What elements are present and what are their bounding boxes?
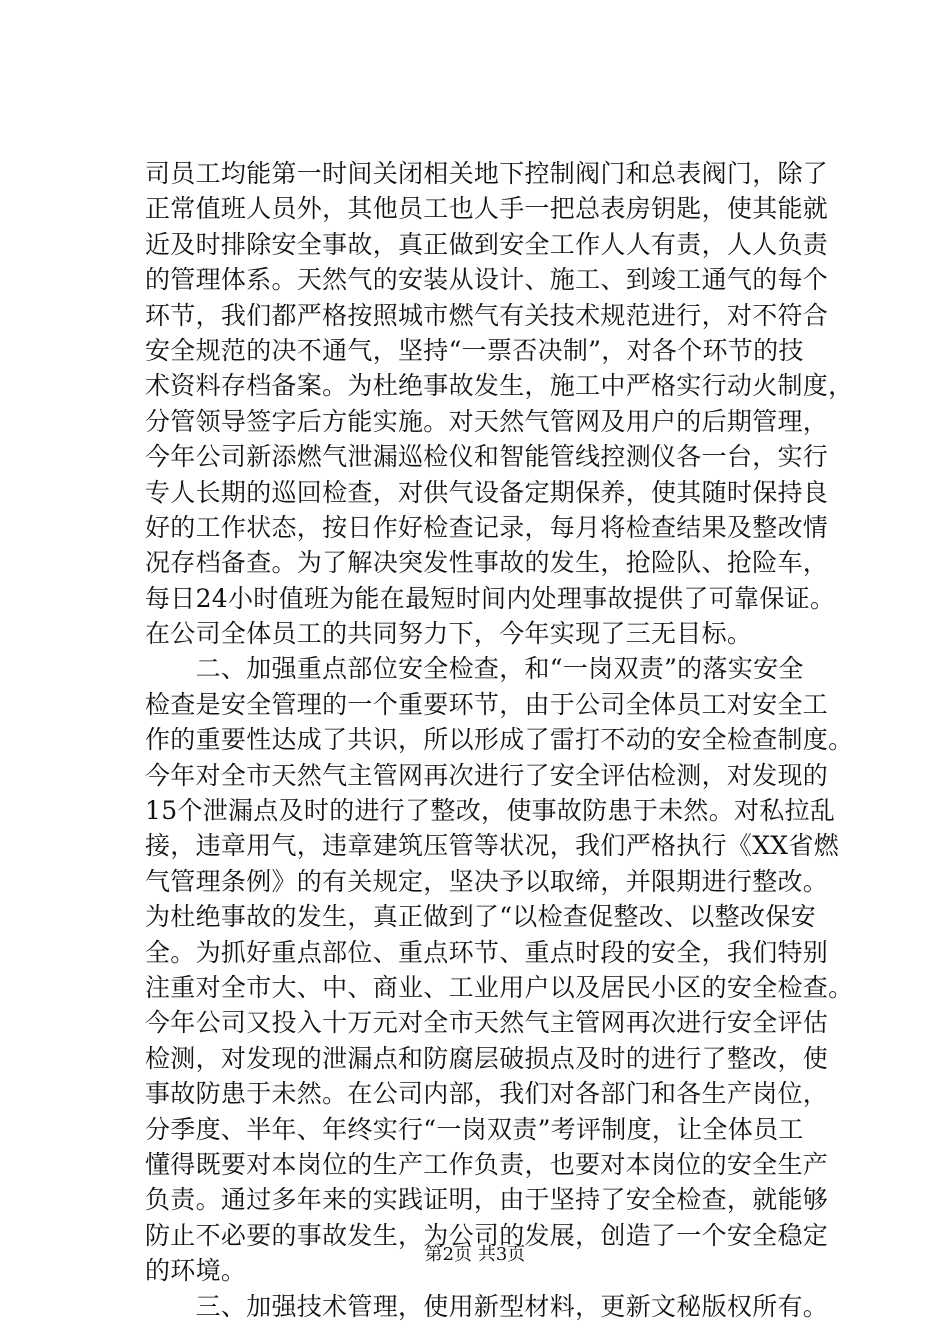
text-line: 作的重要性达成了共识，所以形成了雷打不动的安全检查制度。: [145, 725, 854, 755]
text-line: 司员工均能第一时间关闭相关地下控制阀门和总表阀门，除了: [145, 159, 829, 188]
text-line: 今年公司新添燃气泄漏巡检仪和智能管线控测仪各一台，实行: [145, 442, 829, 472]
text-line: 专人长期的巡回检查，对供气设备定期保养，使其随时保持良: [145, 477, 829, 507]
text-line: 注重对全市大、中、商业、工业用户以及居民小区的安全检查。: [145, 972, 854, 1002]
text-line: 检查是安全管理的一个重要环节，由于公司全体员工对安全工: [145, 689, 829, 719]
text-line: 好的工作状态，按日作好检查记录，每月将检查结果及整改情: [145, 512, 829, 542]
text-line: 近及时排除安全事故，真正做到安全工作人人有责，人人负责: [145, 229, 829, 259]
page-footer: 第2页 共3页: [424, 1244, 526, 1265]
text-line: 懂得既要对本岗位的生产工作负责，也要对本岗位的安全生产: [145, 1149, 829, 1179]
text-line: 检测，对发现的泄漏点和防腐层破损点及时的进行了整改，使: [145, 1043, 829, 1073]
text-line: 分季度、半年、年终实行“一岗双责”考评制度，让全体员工: [145, 1114, 804, 1144]
text-line: 安全规范的决不通气，坚持“一票否决制”，对各个环节的技: [145, 335, 804, 365]
text-line: 在公司全体员工的共同努力下，今年实现了三无目标。: [145, 619, 753, 649]
text-line: 三、加强技术管理，使用新型材料，更新文秘版权所有。: [145, 1291, 829, 1321]
text-line: 分管领导签字后方能实施。对天然气管网及用户的后期管理，: [145, 406, 829, 436]
text-line: 今年公司又投入十万元对全市天然气主管网再次进行安全评估: [145, 1008, 829, 1038]
body-text: [145, 156, 854, 1324]
text-line: 15个泄漏点及时的进行了整改，使事故防患于未然。对私拉乱: [145, 796, 836, 826]
text-line: 二、加强重点部位安全检查，和“一岗双责”的落实安全: [145, 654, 804, 684]
text-line: 全。为抓好重点部位、重点环节、重点时段的安全，我们特别: [145, 937, 829, 967]
text-line: 事故防患于未然。在公司内部，我们对各部门和各生产岗位，: [145, 1079, 829, 1109]
text-line: 气管理条例》的有关规定，坚决予以取缔，并限期进行整改。: [145, 866, 829, 896]
text-line: 今年对全市天然气主管网再次进行了安全评估检测，对发现的: [145, 760, 829, 790]
text-line: 为杜绝事故的发生，真正做到了“以检查促整改、以整改保安: [145, 902, 816, 932]
text-line: 正常值班人员外，其他员工也人手一把总表房钥匙，使其能就: [145, 194, 829, 224]
text-line: 环节，我们都严格按照城市燃气有关技术规范进行，对不符合: [145, 300, 829, 330]
text-line: 负责。通过多年来的实践证明，由于坚持了安全检查，就能够: [145, 1185, 829, 1215]
text-line: 接，违章用气，违章建筑压管等状况，我们严格执行《XX省燃: [145, 831, 839, 861]
text-line: 术资料存档备案。为杜绝事故发生，施工中严格实行动火制度，: [145, 371, 854, 401]
text-line: 每日24小时值班为能在最短时间内处理事故提供了可靠保证。: [145, 583, 836, 613]
text-line: 防止不必要的事故发生，为公司的发展，创造了一个安全稳定: [145, 1220, 829, 1250]
text-line: 况存档备查。为了解决突发性事故的发生，抢险队、抢险车，: [145, 548, 829, 578]
text-line: 的环境。: [145, 1256, 247, 1286]
text-line: 的管理体系。天然气的安装从设计、施工、到竣工通气的每个: [145, 265, 829, 295]
